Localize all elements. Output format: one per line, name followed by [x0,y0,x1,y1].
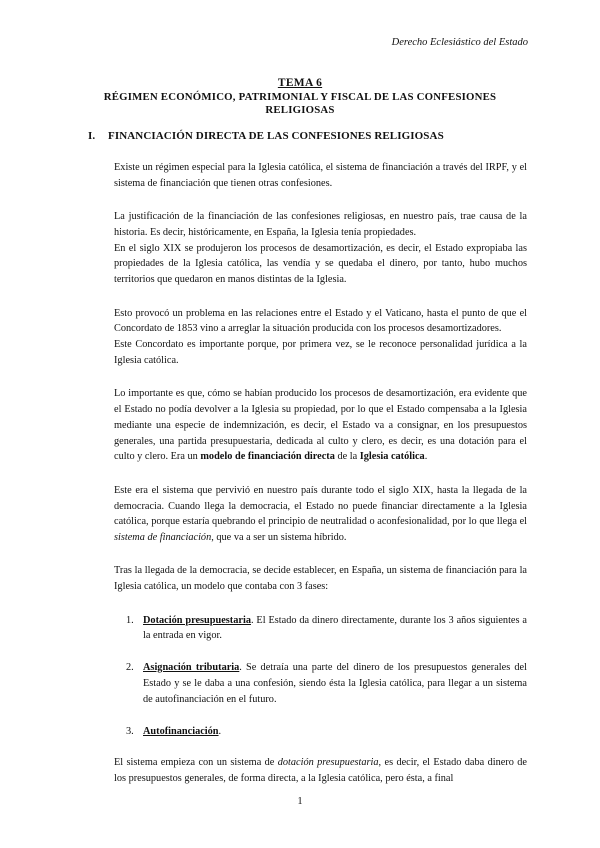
section-heading [88,130,444,142]
paragraph: La justificación de la financiación de las confesiones religiosas, en nuestro país, trae causa de la historia. Es decir, históricamente, en España, la Iglesia tenía propiedades. [114,211,527,238]
chapter-number: TEMA 6 [277,77,323,89]
list-item [114,724,527,740]
chapter-title: RÉGIMEN ECONÓMICO, PATRIMONIAL Y FISCAL DE LAS CONFESIONES RELIGIOSAS [103,91,497,116]
phase-text: . [218,725,222,737]
paragraph: Esto provocó un problema en las relaciones entre el Estado y el Vaticano, hasta el punto de que el Concordato de 1853 vino a arreglar la situación producida con los procesos desamortizadores. [114,307,527,335]
phase-title: Autofinanciación [143,725,219,737]
running-header: Derecho Eclesiástico del Estado [391,37,528,48]
section-title: FINANCIACIÓN DIRECTA DE LAS CONFESIONES RELIGIOSAS [108,130,444,142]
text-run: , que va a ser un sistema híbrido. [211,532,347,544]
text-run: de la [334,451,360,463]
text-run: , es decir, el Estado daba dinero de los presupuestos generales, de forma directa, a la Iglesia católica, pero ésta, a final [114,757,527,785]
text-run: . [424,451,428,463]
list-marker: 1. [126,614,134,626]
body-text [114,160,527,787]
list-marker: 3. [126,725,134,737]
bold-term: Iglesia católica [359,451,425,463]
paragraph [114,483,527,546]
phase-title: Dotación presupuestaria [143,614,251,626]
paragraph: Tras la llegada de la democracia, se decide establecer, en España, un sistema de financiación para la Iglesia católica, un modelo que contaba con 3 fases: [114,565,527,593]
paragraph [114,386,527,465]
phase-text: . El Estado da dinero directamente, durante los 3 años siguientes a la entrada en vigor. [143,614,527,642]
list-item [114,660,527,707]
phase-title: Asignación tributaria [143,662,240,674]
paragraph [114,755,527,787]
paragraph: Existe un régimen especial para la Iglesia católica, el sistema de financiación a través del IRPF, y el sistema de financiación que tienen otras confesiones. [114,162,527,189]
phase-text: . Se detraía una parte del dinero de los presupuestos generales del Estado y se le daba a una confesión, siendo ésta la Iglesia católica, para llegar a un sistema de autofinanciación en el futuro. [143,662,527,705]
paragraph: Este Concordato es importante porque, por primera vez, se le reconoce personalidad jurídica a la Iglesia católica. [114,339,527,366]
text-run: Lo importante es que, cómo se habían producido los procesos de desamortización, era evidente que el Estado no podía devolver a la Iglesia su propiedad, por lo que el Estado compensaba a la Iglesia mediante una especie de indemnización, es decir, el Estado va a consignar, en los presupuestos generales, una partida presupuestaria, dedicada al culto y clero, es decir, es una dotación para el culto y clero. Era un [114,388,527,463]
italic-term: sistema de financiación [114,532,212,544]
italic-term: dotación presupuestaria [277,757,379,769]
phases-list [114,613,527,740]
bold-term: modelo de financiación directa [200,451,335,463]
text-run: El sistema empieza con un sistema de [114,757,278,769]
list-item [114,613,527,645]
text-run: Este era el sistema que pervivió en nuestro país durante todo el siglo XIX, hasta la llegada de la democracia. Cuando llega la democracia, el Estado no puede financiar directamente a la Iglesia católica, porque estaría quebrando el principio de neutralidad o aconfesionalidad, por lo que llega el [114,484,527,528]
section-number: I. [88,130,96,142]
title-block [92,77,508,117]
list-marker: 2. [126,662,134,674]
page-number: 1 [297,796,303,807]
paragraph: En el siglo XIX se produjeron los procesos de desamortización, es decir, el Estado expropiaba las propiedades de la Iglesia católica, las vendía y se quedaba el dinero, por tanto, hubo muchos territorios que quedaron en manos distintas de la Iglesia. [114,242,527,286]
